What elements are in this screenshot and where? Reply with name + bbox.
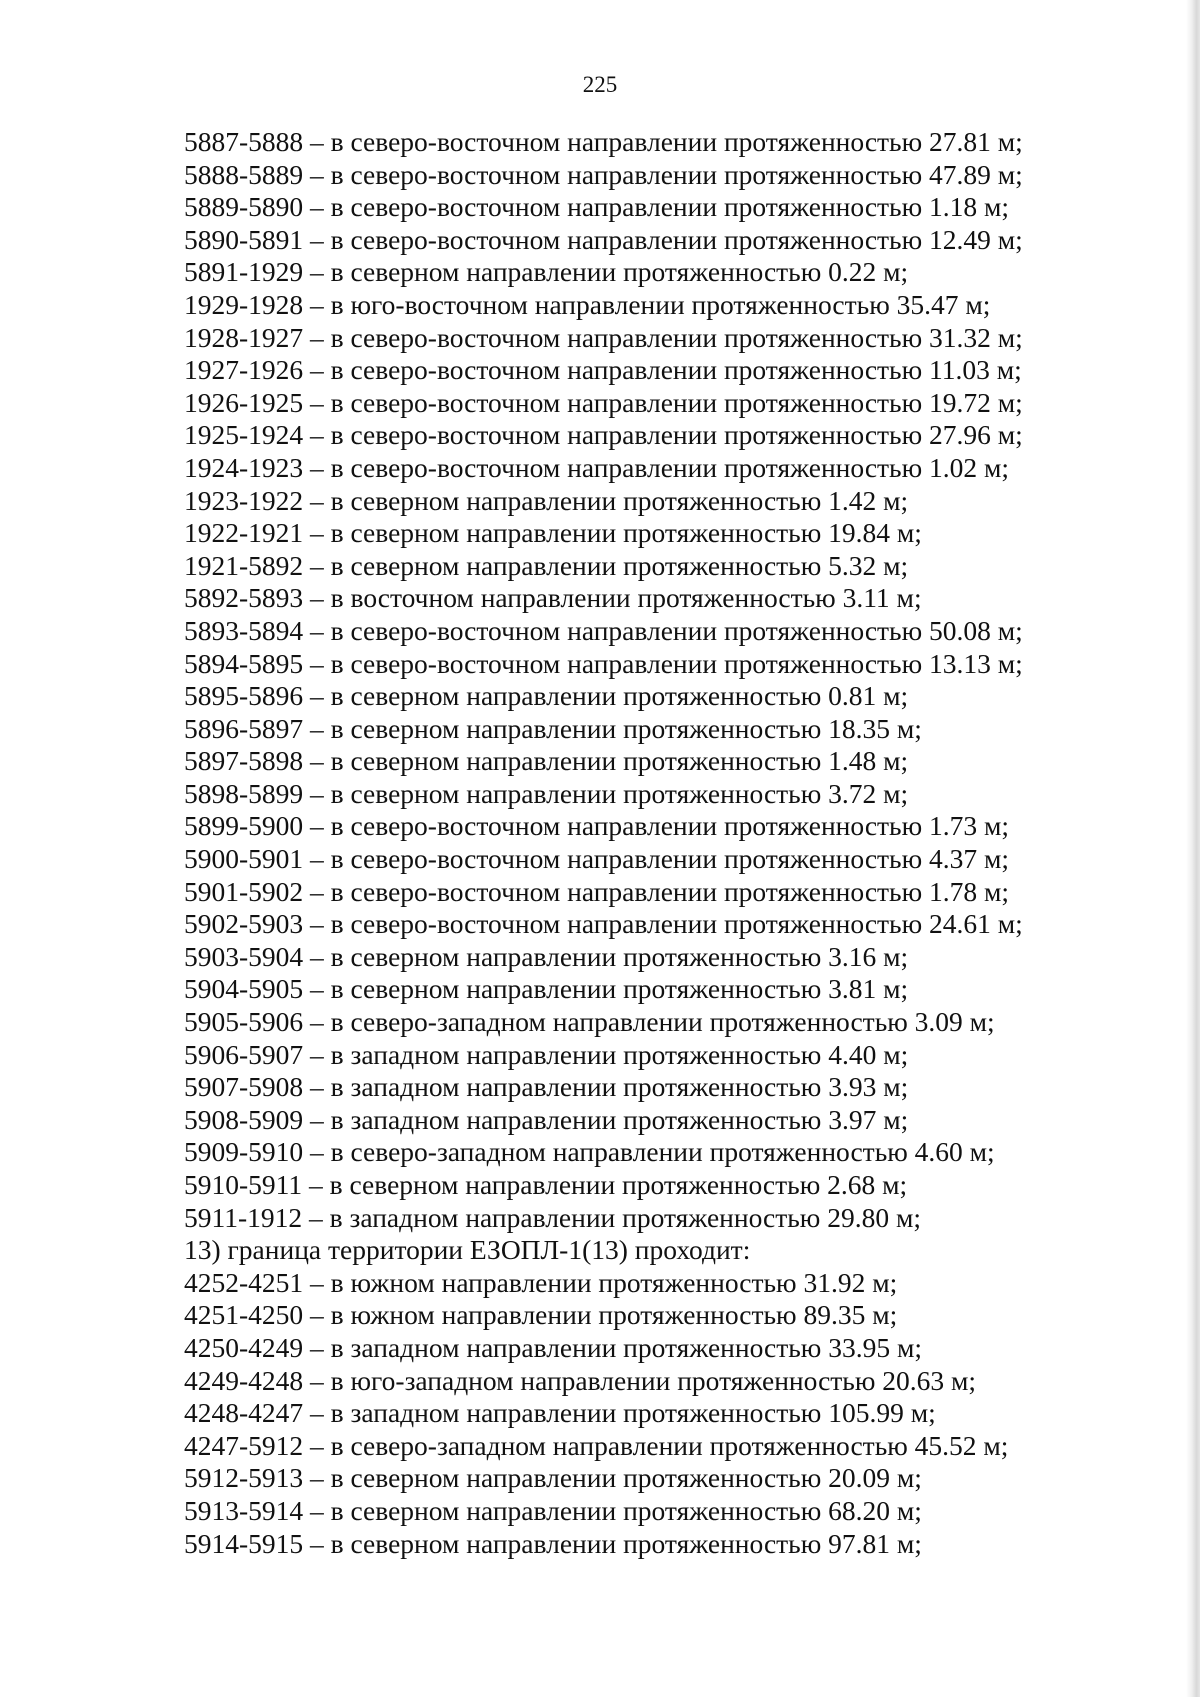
text-line: 5903-5904 – в северном направлении протяженностью 3.16 м;	[184, 940, 909, 972]
text-line: 5889-5890 – в северо-восточном направлении протяженностью 1.18 м;	[184, 191, 1010, 223]
text-line: 1924-1923 – в северо-восточном направлении протяженностью 1.02 м;	[184, 451, 1010, 483]
scan-edge-shadow	[1186, 0, 1200, 1697]
text-line: 5891-1929 – в северном направлении протяженностью 0.22 м;	[184, 256, 909, 288]
text-line: 5896-5897 – в северном направлении протяженностью 18.35 м;	[184, 712, 922, 744]
text-line: 1925-1924 – в северо-восточном направлении протяженностью 27.96 м;	[184, 419, 1023, 451]
text-line: 5900-5901 – в северо-восточном направлении протяженностью 4.37 м;	[184, 843, 1010, 875]
text-line: 1929-1928 – в юго-восточном направлении протяженностью 35.47 м;	[184, 288, 991, 320]
text-line: 5902-5903 – в северо-восточном направлении протяженностью 24.61 м;	[184, 908, 1023, 940]
text-line: 5906-5907 – в западном направлении протяженностью 4.40 м;	[184, 1038, 909, 1070]
text-line: 5887-5888 – в северо-восточном направлении протяженностью 27.81 м;	[184, 126, 1023, 157]
text-line: 5904-5905 – в северном направлении протяженностью 3.81 м;	[184, 973, 909, 1005]
text-line: 1922-1921 – в северном направлении протяженностью 19.84 м;	[184, 517, 922, 549]
text-line: 1923-1922 – в северном направлении протяженностью 1.42 м;	[184, 484, 909, 516]
text-line: 5897-5898 – в северном направлении протяженностью 1.48 м;	[184, 745, 909, 777]
document-body	[184, 126, 1084, 1560]
text-line: 5890-5891 – в северо-восточном направлении протяженностью 12.49 м;	[184, 223, 1023, 255]
text-line: 1926-1925 – в северо-восточном направлении протяженностью 19.72 м;	[184, 386, 1023, 418]
text-line: 5912-5913 – в северном направлении протяженностью 20.09 м;	[184, 1462, 922, 1494]
text-line: 5911-1912 – в западном направлении протяженностью 29.80 м;	[184, 1201, 921, 1233]
text-line: 4248-4247 – в западном направлении протяженностью 105.99 м;	[184, 1397, 936, 1429]
text-line: 5888-5889 – в северо-восточном направлении протяженностью 47.89 м;	[184, 158, 1023, 190]
text-line: 5901-5902 – в северо-восточном направлении протяженностью 1.78 м;	[184, 875, 1010, 907]
text-line: 5908-5909 – в западном направлении протяженностью 3.97 м;	[184, 1103, 909, 1135]
text-line: 1921-5892 – в северном направлении протяженностью 5.32 м;	[184, 549, 909, 581]
text-line: 5907-5908 – в западном направлении протяженностью 3.93 м;	[184, 1071, 909, 1103]
text-line: 5899-5900 – в северо-восточном направлении протяженностью 1.73 м;	[184, 810, 1010, 842]
text-line: 1928-1927 – в северо-восточном направлении протяженностью 31.32 м;	[184, 321, 1023, 353]
text-line: 5894-5895 – в северо-восточном направлении протяженностью 13.13 м;	[184, 647, 1023, 679]
text-line: 5895-5896 – в северном направлении протяженностью 0.81 м;	[184, 680, 909, 712]
text-line: 4251-4250 – в южном направлении протяженностью 89.35 м;	[184, 1299, 898, 1331]
page-number: 225	[582, 72, 618, 97]
text-line: 5898-5899 – в северном направлении протяженностью 3.72 м;	[184, 777, 909, 809]
text-line: 1927-1926 – в северо-восточном направлении протяженностью 11.03 м;	[184, 354, 1022, 386]
text-line: 5914-5915 – в северном направлении протяженностью 97.81 м;	[184, 1527, 922, 1559]
section-heading: 13) граница территории ЕЗОПЛ-1(13) проходит:	[184, 1234, 751, 1266]
text-line: 5913-5914 – в северном направлении протяженностью 68.20 м;	[184, 1494, 922, 1526]
text-line: 5893-5894 – в северо-восточном направлении протяженностью 50.08 м;	[184, 614, 1023, 646]
text-line: 4252-4251 – в южном направлении протяженностью 31.92 м;	[184, 1266, 898, 1298]
text-line: 4249-4248 – в юго-западном направлении протяженностью 20.63 м;	[184, 1364, 977, 1396]
text-line: 5909-5910 – в северо-западном направлении протяженностью 4.60 м;	[184, 1136, 995, 1168]
text-line: 5892-5893 – в восточном направлении протяженностью 3.11 м;	[184, 582, 922, 614]
text-line: 5910-5911 – в северном направлении протяженностью 2.68 м;	[184, 1169, 908, 1200]
text-line: 5905-5906 – в северо-западном направлении протяженностью 3.09 м;	[184, 1006, 995, 1038]
text-line: 4250-4249 – в западном направлении протяженностью 33.95 м;	[184, 1331, 923, 1363]
text-line: 4247-5912 – в северо-западном направлении протяженностью 45.52 м;	[184, 1429, 1009, 1461]
